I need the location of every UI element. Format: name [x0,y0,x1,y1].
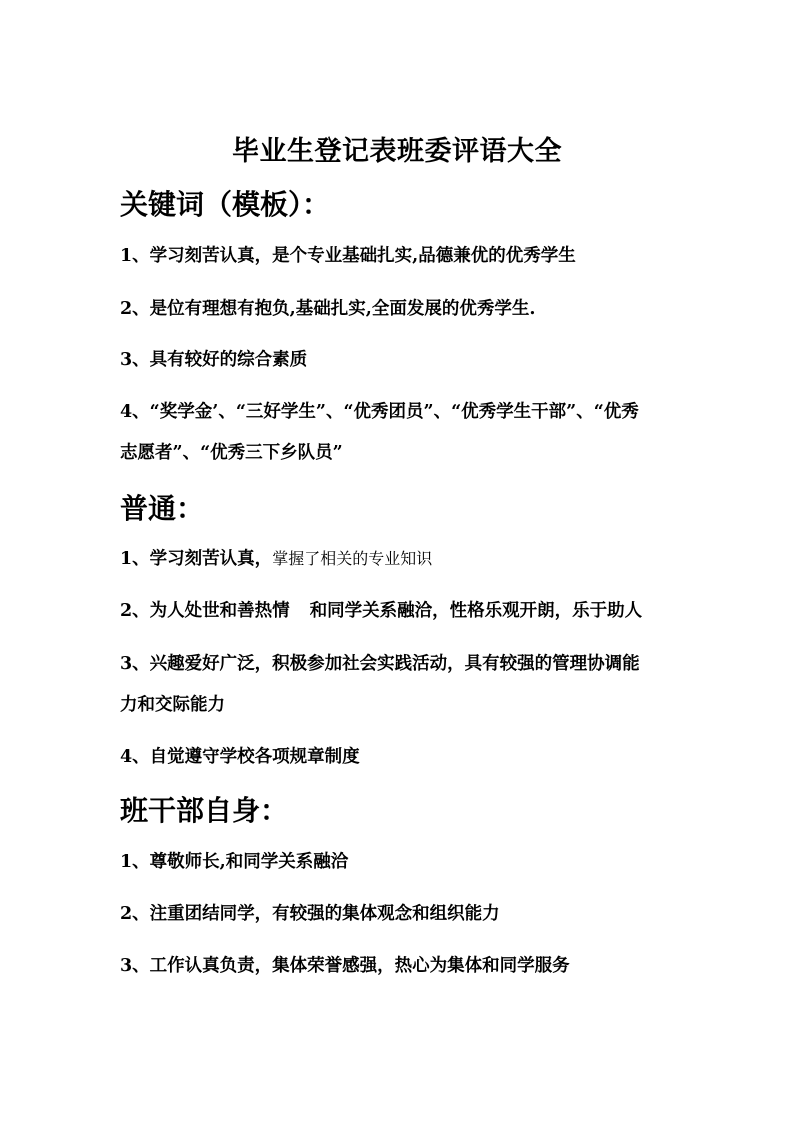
list-item: 3、兴趣爱好广泛，积极参加社会实践活动，具有较强的管理协调能 [120,654,640,674]
list-item: 1、学习刻苦认真，是个专业基础扎实,品德兼优的优秀学生 [120,246,576,266]
list-item-bold-part: 1、学习刻苦认真， [120,549,273,569]
list-item [120,598,680,624]
list-item: 3、具有较好的综合素质 [120,350,308,370]
section-heading-general: 普通： [120,492,205,525]
section-heading-class-cadre: 班干部自身： [120,794,289,827]
list-item: 3、工作认真负责，集体荣誉感强，热心为集体和同学服务 [120,956,570,976]
section-heading-keywords: 关键词（模板）： [120,188,331,221]
list-item: 4、自觉遵守学校各项规章制度 [120,747,360,767]
list-item-light-part: 掌握了相关的专业知识 [272,549,433,568]
list-item-continuation: 志愿者”、“优秀三下乡队员” [120,443,343,463]
list-item [120,546,680,572]
list-item: 2、是位有理想有抱负,基础扎实,全面发展的优秀学生. [120,299,536,319]
list-item: 4、“奖学金’、“三好学生”、“优秀团员”、“优秀学生干部”、“优秀 [120,402,639,422]
list-item: 2、注重团结同学，有较强的集体观念和组织能力 [120,904,500,924]
document-title: 毕业生登记表班委评语大全 [232,136,562,167]
list-item: 1、尊敬师长,和同学关系融洽 [120,852,349,872]
list-item-part-b: 和同学关系融洽，性格乐观开朗，乐于助人 [309,601,643,621]
list-item-continuation: 力和交际能力 [120,695,225,715]
list-item-part-a: 2、为人处世和善热情 [120,601,290,621]
